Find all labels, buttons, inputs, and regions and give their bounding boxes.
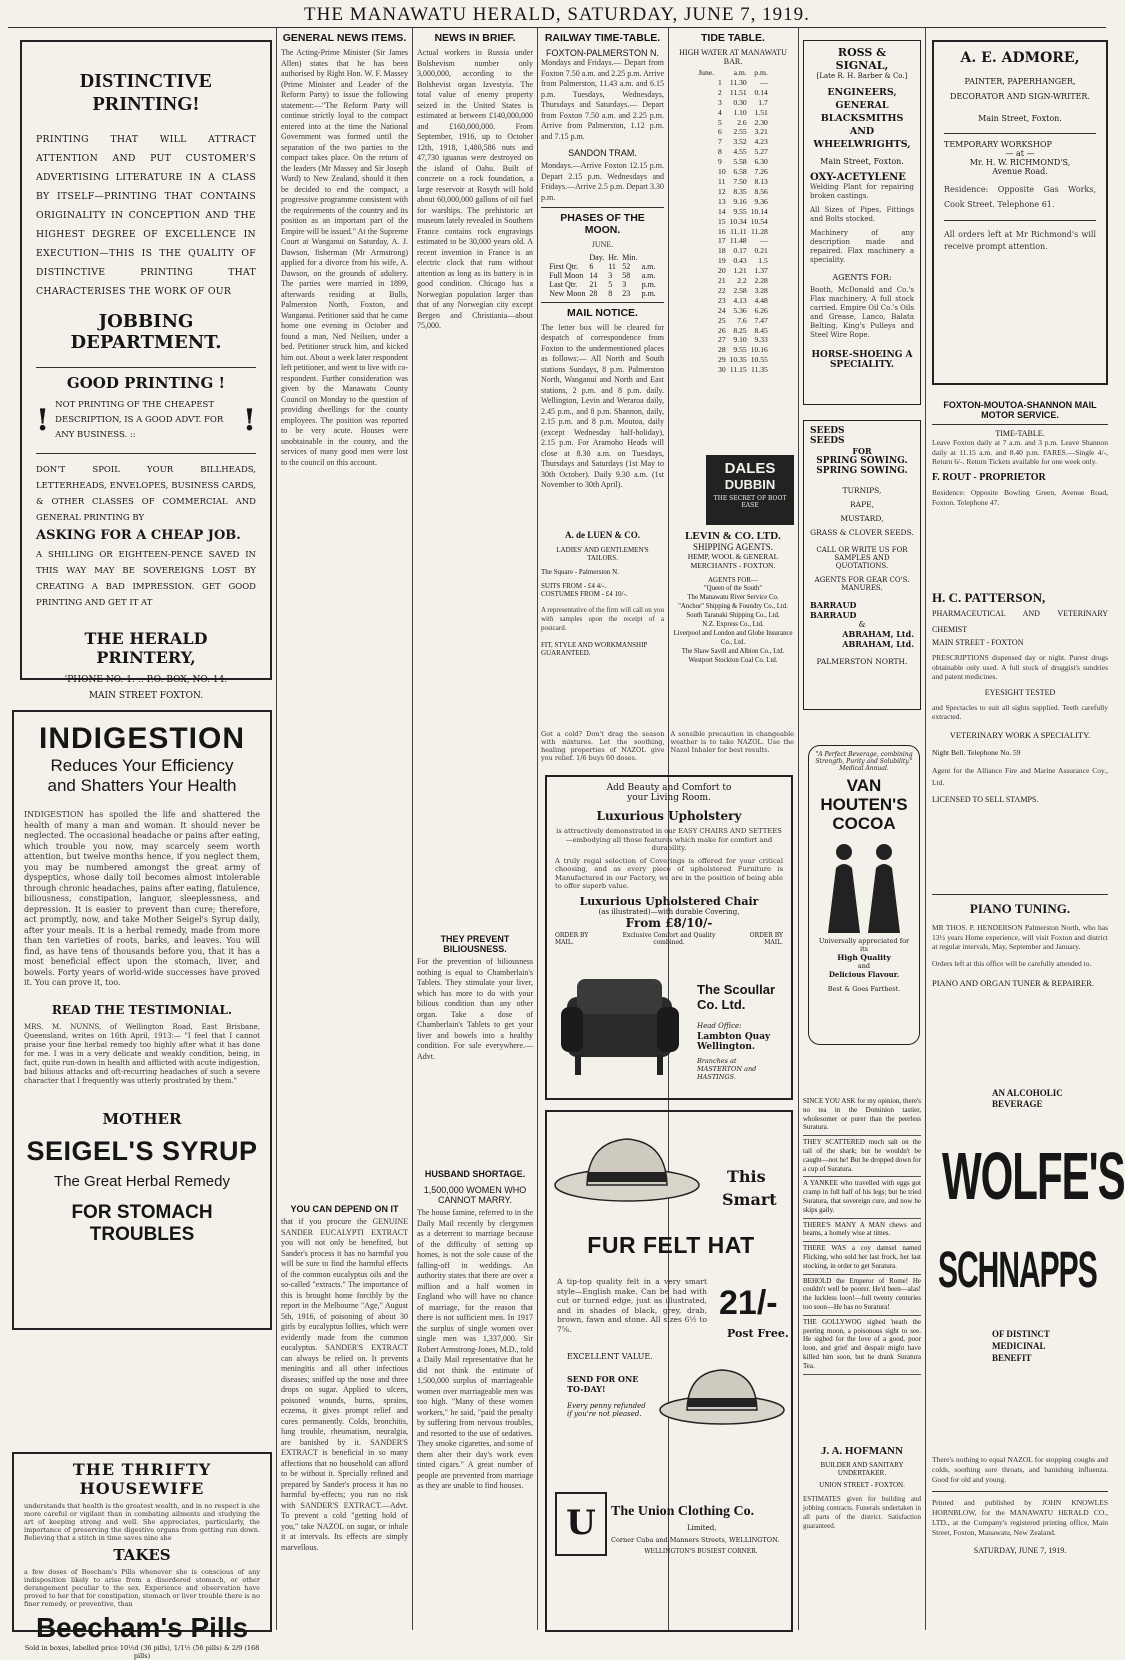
armchair-illustration [557,967,687,1087]
tide-column [672,30,794,470]
barraud-seed: MUSTARD, [840,514,884,523]
tide-row: 27 9.10 9.33 [718,335,768,345]
barraud-call: CALL OR WRITE US FOR SAMPLES AND QUOTATIONS. [816,546,908,570]
levin-agency: The Shaw Savill and Albion Co., Ltd. [681,648,785,655]
moon-title: PHASES OF THE MOON. [560,212,645,236]
suratura-item: THEY SCATTERED much salt on the tail of the shark; but he wouldn't be caught—not he! But he dropped down for a cup of Suratura. [803,1136,921,1177]
railway-body: Mondays and Fridays.— Depart from Foxton 7.50 a.m. and 2.25 p.m. Arrive from Palmerston, 11.43 a.m. and 6.15 p.m. Tuesdays, Wednesdays, Thursdays and Saturdays.— Depart from Foxton 7.50 a.m. and 2.25 p.m. Arrive from Palmerston, 1.12 p.m. and 7.15 p.m. [541,58,664,141]
barraud-town: PALMERSTON NORTH. [816,657,908,666]
hat-free: Post Free. [727,1327,789,1340]
hofmann-sub: BUILDER AND SANITARY UNDERTAKER. [820,1461,904,1477]
suratura-column [803,1095,921,1435]
printing-street: MAIN STREET FOXTON. [88,691,204,701]
nazol-right: A sensible precaution in changeable weather is to take NAZOL. Use the Nazol Inhaler for best results. [670,730,794,754]
general-news-title: GENERAL NEWS ITEMS. [282,32,407,44]
tide-row: 11 7.50 8.13 [718,176,768,186]
levin-agency: "Queen of the South" [703,585,763,592]
deluen-body: A representative of the firm will call on you with samples upon the receipt of a postcard. [541,606,664,632]
nazol-left: Got a cold? Don't drag the season with mixtures. Let the soothing, healing properties of NAZOL give you relief. 1/6 buys 60 doses. [541,730,665,762]
piano-body: MR THOS. P. HENDERSON Palmerston North, who has 13½ years Home experience, will visit Foxton and district at regular intervals, May, September and January. [932,923,1108,951]
vanhouten-name: VAN HOUTEN'S [820,776,908,814]
union-addr: Corner Cuba and Manners Streets, WELLINGTON. [611,1536,780,1544]
sandon-tram-body: Mondays.—Arrive Foxton 12.15 p.m. Depart 2.15 p.m. Wednesdays and Fridays.—Arrive 2.5 p.m. Depart 3.30 p.m. [541,161,664,202]
patterson-street: MAIN STREET - FOXTON [932,638,1024,647]
barraud-seed: GRASS & CLOVER SEEDS. [810,528,914,537]
tide-row: 15 10.34 10.54 [718,216,768,226]
indigestion-body: INDIGESTION has spoiled the life and shattered the health of many a man and woman. It should never be neglected. The occasional headache or pains after eating, which trouble you now, may scarcely seem worth attention, but twelve months hence, if you neglect them, you may be numbered amongst the great army of dyspeptics, whose daily toil becomes almost intolerable through chronic headaches, pains after eating, flatulence, biliousness, constipation, languor, sleeplessness, and depression. It is easier to prevent than cure; therefore, act promptly, now, and take Mother Seigel's Syrup daily, after your meals. It is a herbal remedy, made from more than ten varieties of roots, barks, and leaves. You will find, as have tens of thousands before you, that it has a most beneficial effect upon the stomach, liver, and bowels. Forty years of world-wide successes have proved it. You can prove it, too. [24,810,260,987]
ross-trades: ENGINEERS, GENERAL BLACKSMITHS AND WHEELWRIGHTS, [813,87,911,150]
suratura-item: THERE'S MANY A MAN chews and beams, a homely wise at times. [803,1219,921,1243]
vanhouten-figures-illustration [814,838,914,933]
tide-row: 23 4.13 4.48 [718,295,768,305]
tide-month: June. [698,68,715,77]
ross-sub: [Late R. H. Barber & Co.] [816,72,908,80]
union-corner: WELLINGTON'S BUSIEST CORNER. [644,1548,758,1555]
admore-sub: PAINTER, PAPERHANGER, DECORATOR AND SIGN-WRITER. [950,77,1090,101]
barraud-name: BARRAUD [810,600,857,610]
beecham-title: THE THRIFTY HOUSEWIFE [72,1460,212,1498]
patterson-sub: PHARMACEUTICAL AND VETERINARY CHEMIST [932,609,1108,634]
levin-agency: South Taranaki Shipping Co., Ltd. [686,612,780,619]
wolfe-name: WOLFE'S [942,1138,1125,1214]
deluen-name: A. de LUEN & CO. [564,530,640,540]
printing-shilling: A SHILLING OR EIGHTEEN-PENCE SAVED IN THIS WAY MAY BE SOVEREIGNS LOST BY CREATING A BAD IMPRESSION. GET GOOD PRINTING AND GET IT AT [36,550,256,608]
patterson-eye: EYESIGHT TESTED [984,687,1056,697]
barraud-abr2: ABRAHAM, Ltd. [842,639,914,649]
hofmann-addr: UNION STREET - FOXTON. [819,1481,905,1489]
suratura-item: THE GOLLYWOG sighed 'neath the peering moon, a poisonous sight to see. He sighed for the love of a good, poor loon, and grief and despair might have killed him soon, but he drank Suratura Tea. [803,1316,921,1375]
barraud-seed: RAPE, [850,500,874,509]
seigels-name: SEIGEL'S SYRUP [26,1135,258,1166]
hofmann-ad [803,1445,921,1635]
vanhouten-flav: Delicious Flavour. [828,970,900,979]
testimonial-title: READ THE TESTIMONIAL. [51,1002,233,1017]
suratura-item: BEHOLD the Emperor of Rome! He couldn't well be poorer. He'd been—alas! the luckless loon!—full twenty centuries too soon—He has no Suratura! [803,1275,921,1316]
barraud-for: FOR [852,446,872,456]
hat-price: 21/- [719,1284,778,1322]
scoullar-quay: Lambton Quay Wellington. [697,1032,771,1052]
hat-excellent: EXCELLENT VALUE. [567,1352,653,1361]
dales-body: THE SECRET OF BOOT EASE [713,495,787,509]
beecham-pills: Beecham's Pills [35,1612,249,1643]
mail-title: MAIL NOTICE. [567,306,638,319]
news-brief-column [417,30,533,1630]
divider [541,302,664,303]
admore-name: A. E. ADMORE, [960,50,1080,66]
testimonial-body: MRS. M. NUNNS, of Wellington Road, East Brisbane, Queensland, writes on 16th April, 1913:— "I feel that I cannot praise your fine herbal remedy too highly after what it has done for me. I was in a very delicate and weakly condition, being, in fact, quite run-down in health and afflicted with acute indigestion, bad bilious attacks and oft-recurring headaches of such a severe character that I frequently was utterly prostrated by them." [24,1022,260,1085]
scoullar-ad [545,775,793,1100]
levin-agency: The Manawatu River Service Co. [687,594,779,601]
moon-row: First Qtr. 6 11 52 a.m. [549,261,656,271]
moon-month: JUNE. [591,240,614,249]
admore-orders: All orders left at Mr Richmond's will receive prompt attention. [944,230,1096,251]
motor-prop: F. ROUT - PROPRIETOR [932,471,1046,483]
moon-row: Last Qtr. 21 5 3 p.m. [549,279,656,289]
moon-table [547,253,658,298]
tide-row: 1 11.30 — [718,77,768,87]
patterson-eye-body: and Spectacles to suit all sights supplied. Teeth carefully extracted. [932,702,1108,721]
levin-agency: Liverpool and London and Globe Insurance Co., Ltd. [673,630,793,646]
barraud-amp: & [858,620,866,629]
tide-row: 30 11.15 11.35 [718,365,768,375]
beecham-body: understands that health is the greatest wealth, and in no respect is she more careful or vigilant than in combating ailments and studying the art of keeping strong and well. She appreciates, particularly, the importance of preserving the digestive organs from getting run down. Believing that a stitch in time saves nine she [24,1502,260,1542]
seigels-mother: MOTHER [102,1109,182,1128]
ross-oxy-body: Welding Plant for repairing broken castings. [810,183,914,200]
wolfe-ad [932,1068,1125,1448]
tide-row: 5 2.6 2.30 [718,117,768,127]
patterson-body: PRESCRIPTIONS dispensed day or night. Purest drugs obtainable only used. A full stock of druggist's sundries and patent medicines. [932,653,1108,681]
hat-send: SEND FOR ONE TO-DAY! [567,1374,639,1394]
union-co: The Union Clothing Co. [611,1504,755,1519]
suratura-item: A YANKEE who travelled with eggs got cramp in full half of his legs; but he tried Suratura, that sovereign cure, and now he skips gaily. [803,1177,921,1218]
barraud-seed: TURNIPS, [842,486,882,495]
hofmann-name: J. A. HOFMANN [821,1445,903,1457]
wolfe-schnapps: SCHNAPPS [938,1243,1097,1300]
scoullar-l1: Add Beauty and Comfort to [606,783,732,793]
scoullar-order: ORDER BY MAIL. [555,931,589,946]
tide-row: 2 11.51 0.14 [718,87,768,97]
dales-ad [706,455,794,525]
patterson-agent: Agent for the Alliance Fire and Marine Assurance Coy., Ltd. [932,765,1108,787]
ross-pipes: All Sizes of Pipes, Fittings and Bolts stocked. [810,206,914,223]
deluen-suits: SUITS FROM - £4 4/-. [541,582,607,590]
admore-temp: TEMPORARY WORKSHOP [944,140,1052,149]
barraud-agents: AGENTS FOR GEAR CO'S. MANURES. [814,576,910,592]
hat-this: This [727,1167,766,1186]
tide-row: 19 0.43 1.5 [718,256,768,266]
printing-dept: JOBBING DEPARTMENT. [70,311,222,353]
indigestion-title: INDIGESTION [38,722,245,755]
divider [36,453,256,454]
news-brief-title: NEWS IN BRIEF. [434,32,516,44]
ross-ad [803,40,921,405]
scoullar-l2: your Living Room. [627,793,711,803]
wolfe-of: OF DISTINCT MEDICINAL BENEFIT [992,1329,1050,1363]
levin-agency: Westport Stockton Coal Co. Ltd. [688,657,778,664]
tide-title: TIDE TABLE. [701,32,765,44]
dales-name: DUBBIN [724,477,776,492]
hat-illustration [552,1127,702,1207]
divider [944,133,1096,134]
divider [932,894,1108,895]
railway-title: RAILWAY TIME-TABLE. [544,32,661,44]
hat-body: A tip-top quality felt in a very smart style—English make. Can be had with cut or turned edge, just as illustrated, and in shades of black, grey, drab, brown, fawn and stone. All sizes 6½ to 7⅝. [557,1277,707,1334]
column-rule [276,28,277,1630]
tide-row: 9 5.58 6.30 [718,157,768,167]
union-logo-icon: U [555,1492,607,1556]
suratura-item: THERE WAS a coy damsel named Flicking, who sold her last frock, her last stocking, in order to get Suratura. [803,1242,921,1274]
ross-horse: HORSE-SHOEING A SPECIALITY. [811,350,913,370]
mail-body: The letter box will be cleared for despatch of correspondence from Foxton to the undermentioned places as follows:— All North and South stations Sundays, 8 p.m. Palmerston North, Wanganui and North and East stations, 2 p.m. and 8 p.m. daily. Wellington, Levin and Weraroa daily, 2.45 p.m., and 8 p.m. Shannon, daily, 2.15 p.m. and 8 p.m. Moutoa, daily (except Wednesday half-holiday), 2.15 p.m. For Aramoho Heads will close at 8.30 a.m. on Tuesdays, Thursdays and Saturdays (1st May to 30th October). Daily 9.30 a.m. (1st November to 30th April). [541,322,664,489]
barraud-list [810,484,914,540]
barraud-spring: SPRING SOWING. [816,456,908,466]
news-brief-body: Actual workers in Russia under Bolshevism number only 3,000,000, according to the Bolshevist organ Izvestyia. The total value of enemy property seized in the United States is estimated at between £140,000,000 and £160,000,000. From September, 1916, up to October 12th, 1918, 1,480,586 nuts and 47,730 iguanas were destroyed on the island of Oahu. Built of concrete on a rock foundation, a large reservoir at Rosyth will hold about 60,000,000 gallons of oil fuel for warships. The prehistoric art museum lately revealed in Southern France contains rock engravings estimated to be 30,000 years old. A recent invention in France is an electric clock that runs without attention as long as its battery is in good condition. Chicago has a Norwegian population larger than that of any Norwegian city except Bergen and Christiania—about 75,000. [417,48,533,330]
barraud-spring2: SPRING SOWING. [816,466,908,476]
footer-date: SATURDAY, JUNE 7, 1919. [973,1546,1067,1555]
tide-row: 13 9.16 9.36 [718,196,768,206]
news-brief-body2: For the prevention of biliousness nothing is equal to Chamberlain's Tablets. They stimulate your liver, which has more to do with your bilious condition than any other organ. Take a dose of Chamberlain's Tablets to get your liver and bowels into a healthy condition. For sale everywhere.—Advt. [417,957,533,1061]
scoullar-office: Head Office: [697,1022,742,1030]
moon-row: Full Moon 14 3 58 a.m. [549,270,656,280]
railway-sub: FOXTON-PALMERSTON N. [545,48,659,58]
levin-agency: "Anchor" Shipping & Foundry Co., Ltd. [678,603,788,610]
tide-row: 24 5.36 6.26 [718,305,768,315]
printing-ad [20,40,272,701]
tide-row: 25 7.6 7.47 [718,315,768,325]
deluen-costumes: COSTUMES FROM - £4 10/-. [541,590,628,598]
scoullar-price: From £8/10/- [625,915,713,930]
piano-orders: Orders left at this office will be carefully attended to. [932,958,1092,968]
levin-sub: SHIPPING AGENTS. [692,542,773,552]
footer-printed: Printed and published by JOHN KNOWLES HORNBLOW, for the MANAWATU HERALD CO., LTD., at the Company's registered printing office, Main Street, Foxton, Manawatu, New Zealand. [932,1498,1108,1537]
hat-smart: Smart [722,1190,777,1209]
printing-body: PRINTING THAT WILL ATTRACT ATTENTION AND PUT CUSTOMER'S ADVERTISING LITERATURE IN A CLASS BY ITSELF—PRINTING THAT CONTAINS ORIGINALITY IN CONCEPTION AND THE HIGHEST DEGREE OF EXCELLENCE IN EXECUTION—THIS IS THE QUALITY OF DISTINCTIVE PRINTING THAT CHARACTERISES THE WORK OF OUR [36,134,256,297]
divider [932,424,1108,425]
ross-agents: AGENTS FOR: [832,273,892,282]
ross-street: Main Street, Foxton. [820,157,904,166]
tide-row: 6 2.55 3.21 [718,127,768,137]
barraud-seeds: SEEDS [810,426,845,436]
indigestion-line2: and Shatters Your Health [47,776,237,795]
scoullar-order: ORDER BY MAIL. [749,931,783,946]
indigestion-ad [12,710,272,1330]
tide-sub: HIGH WATER AT MANAWATU BAR. [679,48,787,66]
news-brief-sub2: THEY PREVENT BILIOUSNESS. [440,934,510,954]
tide-row: 12 8.35 8.56 [718,186,768,196]
sandon-tram-title: SANDON TRAM. [568,148,637,158]
moon-head: Hr. [608,252,619,262]
tide-row: 29 10.35 10.55 [718,355,768,365]
divider [36,367,256,368]
moon-head: Day. [589,252,605,262]
hofmann-body: ESTIMATES given for building and jobbing contracts. Funerals undertaken in all parts of the district. Satisfaction guaranteed. [803,1495,921,1530]
hat-illustration-small [657,1362,787,1432]
ross-list: Booth, McDonald and Co.'s Flax machinery. A full stock carried. Empire Oil Co.'s Oils and Grease, Lanco, Balata Belting, King's Pulleys and Steel Wire Rope. [810,286,914,339]
tide-row: 16 11.11 11.28 [718,226,768,236]
column-rule [925,28,926,1630]
hat-name: FUR FELT HAT [587,1232,755,1258]
levin-name: LEVIN & CO. LTD. [685,530,781,542]
news-brief-sub3b: 1,500,000 WOMEN WHO CANNOT MARRY. [423,1185,527,1205]
dales-top: DALES [724,460,776,477]
tide-row: 17 11.48 — [718,236,768,246]
tide-row: 8 4.55 5.27 [718,147,768,157]
tide-head [716,68,728,78]
news-brief-sub3: HUSBAND SHORTAGE. [424,1169,526,1179]
seigels-stomach: FOR STOMACH TROUBLES [71,1201,213,1245]
masthead: THE MANAWATU HERALD, SATURDAY, JUNE 7, 1919. [304,4,810,25]
admore-ad [932,40,1108,385]
wolfe-an: AN ALCOHOLIC BEVERAGE [992,1088,1063,1109]
barraud-abr: ABRAHAM, Ltd. [842,629,914,639]
divider [944,220,1096,221]
printing-good-body: NOT PRINTING OF THE CHEAPEST DESCRIPTION, IS A GOOD ADVT. FOR ANY BUSINESS. :: [55,400,224,440]
printing-title: DISTINCTIVE PRINTING! [79,70,213,115]
vanhouten-best: Best & Goes Farthest. [827,985,901,993]
railway-column [541,30,664,610]
admore-res: Residence: Opposite Gas Works, Cook Street. Telephone 61. [944,185,1096,209]
tide-row: 3 0.30 1.7 [718,97,768,107]
general-news-sub2: YOU CAN DEPEND ON IT [290,1204,399,1214]
tide-row: 10 6.58 7.26 [718,167,768,177]
suratura-list [803,1095,921,1375]
printing-herald: THE HERALD PRINTERY, [84,629,208,667]
printing-good: GOOD PRINTING ! [66,374,226,392]
scoullar-body: is attractively demonstrated in our EASY CHAIRS AND SETTEES—embodying all those features which make for comfort and durability. [556,827,782,852]
barraud-ad [803,420,921,710]
beecham-takes: TAKES [113,1546,171,1564]
admore-street: Main Street, Foxton. [978,114,1062,123]
union-ltd: Limited, [687,1524,717,1532]
admore-avenue: Avenue Road. [992,167,1048,176]
levin-list [672,584,794,665]
exclamation-icon: ! [36,403,50,438]
levin-ad [672,530,794,720]
hat-refund: Every penny refunded if you're not pleased. [567,1402,646,1418]
vanhouten-cocoa: COCOA [832,814,896,833]
scoullar-branches: Branches at MASTERTON and HASTINGS. [697,1057,757,1081]
scoullar-body2: A truly regal selection of Coverings is offered for your critical choosing, and as every piece of upholstered Furniture is Manufactured in our Factory, we are in the position of being able to offer superb value. [555,856,783,890]
tide-row: 20 1.21 1.37 [718,266,768,276]
scoullar-title: Luxurious Upholstery [596,809,742,823]
beecham-ad [12,1452,272,1660]
barraud-seeds2: SEEDS [810,436,845,446]
vanhouten-and: and [857,962,871,970]
nazol-strip [541,730,794,766]
levin-agency: N.Z. Express Co., Ltd. [702,621,764,628]
barraud-name2: BARRAUD [810,610,857,620]
scoullar-excl: Exclusive Comfort and Quality combined. [622,931,716,946]
patterson-ad [932,590,1108,880]
tide-row: 18 0.17 0.21 [718,246,768,256]
column-rule [798,28,799,1630]
general-news-column [281,30,408,1630]
tide-row: 14 9.55 10.14 [718,206,768,216]
deluen-addr: The Square - Palmerston N. [541,568,619,576]
motor-tt: TIME-TABLE. [995,429,1045,438]
printing-asking: ASKING FOR A CHEAP JOB. [36,528,241,543]
hat-ad [545,1110,793,1632]
moon-row: New Moon 28 8 23 p.m. [549,288,656,298]
motor-res: Residence: Opposite Bowling Green, Avenue Road, Foxton. Telephone 47. [932,487,1108,507]
piano-tuner: PIANO AND ORGAN TUNER & REPAIRER. [932,977,1094,988]
patterson-name: H. C. PATTERSON, [932,590,1046,605]
vanhouten-tag: Universally appreciated for its [818,937,910,953]
moon-head: Min. [622,252,638,262]
deluen-sub: LADIES' AND GENTLEMEN'S TAILORS. [556,546,649,562]
deluen-fit: FIT, STYLE AND WORKMANSHIP GUARANTEED. [541,641,648,657]
tide-row: 4 1.10 1.51 [718,107,768,117]
column-rule [412,28,413,1630]
vanhouten-high: High Quality [837,953,891,962]
deluen-ad [541,530,664,720]
vanhouten-quote: "A Perfect Beverage, combining Strength, Purity and Solubility." [815,751,913,765]
scoullar-co: The Scoullar Co. Ltd. [697,982,776,1012]
news-brief-body3: The house famine, referred to in the Daily Mail recently by clergymen as a deterrent to marriage because of the difficulty of setting up homes, is not the sole cause of the falling-off in weddings. An authority states that there are over a million and a half women in England who will have no chance of marriage, for the reason that there is not sufficient men. In 1917 the surplus of single women over single men was 1,337,000. Sir Robert Armstrong-Jones, M.D., told a Daily Mail representative that he did not think the estimate of 1,500,000 surplus of marriageable women over marriageable men was too high. "Many of these women workers," he said, "paid the penalty by suffering from nervous troubles, and resorted to the use of sedatives. They smoke cigarettes, and some of them alter their day's work even tinted cigars." A great number of people are prevented from marriage as they are unable to find houses. [417,1208,533,1490]
masthead-rule [8,27,1106,28]
footer-nazol: There's nothing to equal NAZOL for stopping coughs and colds, soothing sore throats, and banishing influenza. Good for old and young. [932,1455,1108,1484]
piano-ad [932,890,1108,1055]
general-news-body2: that if you procure the GENUINE SANDER EUCALYPTI EXTRACT you will not only be benefited, but Sander's process it has no harmful you will be sure to find the harmful effects of the common eucalyptus oils and the so-called "extracts." The importance of this is brought home forcibly by the report in the Melbourne "Age," August 5th, 1916, of poisoning of about 30 girls by eucalyptus lollies, which were evidently made from the common eucalyptus. SANDER'S EXTRACT can always be relied on. It prevents meningitis and all other infectious diseases; sniffed up the nose and three drops on sugar. Applied to ulcers, poisoned wounds, burns, sprains, eczema, it gives prompt relief and cures permanently. Colds, bronchitis, lung trouble, rheumatism, neuralgia, are banished by it. SANDER'S EXTRACT is beneficial in so many affections that no household can afford to be without it. Specially refined and prepared by Sander's process it has no harmful by-effects; you run no risk with SANDER'S EXTRACT.—Advt. To prevent a cold "getting hold of you," take NAZOL on sugar, or inhale it at intervals. Its effects are simply marvellous. [281,1217,408,1552]
patterson-vet: VETERINARY WORK A SPECIALITY. [949,729,1091,740]
general-news-body: The Acting-Prime Minister (Sir James Allen) states that he has been authorised by Right Hon. W. F. Massey (Prime Minister and Leader of the Reform Party) to issue the following statement:—"The Reform Party will continue strictly loyal to the compact entered into at the time the National Government was formed until the separation of the two parties to the compact takes place. On the return of the leaders (Mr Massey and Sir Joseph Ward) to New Zealand, should it then be decided to end the compact, a progressive programme consistent with the requirements of the country and its position as an important part of the Empire will be issued." At the Supreme Court at Wanganui on Saturday, A. J. Dawson, fisherman (Mr Armstrong) applied for a divorce from his wife, A. Dawson, on the grounds of adultery. The parties were married in 1899, afterwards residing at Bulls, Palmerston North, Foxton, and Wanganui. Petitioner said that he came home one evening in October and found a man, Ned Neilsen, under a bed. Petitioner struck him, and kicked him out. About a week later respondent left petitioner, and went to live with co-respondent. Further consideration was given by the Manawatu County Council on Monday to the question of providing dwellings for the county employees. The position was reported to be very acute. Houses were unobtainable in the county, and the services of many good men were lost to the council on this account. [281,48,408,467]
footer-block [932,1455,1108,1630]
tide-row: 26 8.25 8.45 [718,325,768,335]
levin-agents: AGENTS FOR— [708,576,758,584]
printing-spoil: DON'T SPOIL YOUR BILLHEADS, LETTERHEADS, ENVELOPES, BUSINESS CARDS, & OTHER CLASSES OF COMMERCIAL AND GENERAL PRINTING BY [36,465,256,523]
vanhouten-ad [808,745,920,1045]
scoullar-chair2: (as illustrated)—with durable Covering, [598,907,740,916]
beecham-sold: Sold in boxes, labelled price 10½d (36 pills), 1/1½ (56 pills) & 2/9 (168 pills) [24,1644,260,1660]
beecham-body2: a few doses of Beecham's Pills whenever she is conscious of any indisposition likely to arise from a disordered stomach, or other derangement peculiar to the sex. Experience and observation have proved to her that for constipation, stomach or liver trouble there is no finer remedy, or preventive, than [24,1568,260,1608]
printing-phone: 'PHONE NO. 1. :: P.O. BOX, NO. 14. [64,675,228,685]
moon-head [547,253,587,262]
column-rule [537,28,538,1630]
tide-row: 28 9.55 10.16 [718,345,768,355]
ross-mach: Machinery of any description made and repaired. Flax machinery a speciality. [810,229,914,264]
divider [932,1491,1108,1492]
tide-row: 7 3.52 4.23 [718,137,768,147]
admore-at: — at — [1005,149,1035,158]
tide-head: a.m. [733,68,747,77]
patterson-night: Night Bell. Telephone No. 59 [932,747,1021,757]
suratura-item: SINCE YOU ASK for my opinion, there's no tea in the Dominion tastier, wholesomer or purer than the peerless Suratura. [803,1095,921,1136]
tide-row: 21 2.2 2.28 [718,276,768,286]
motor-body: Leave Foxton daily at 7 a.m. and 3 p.m. Leave Shannon daily at 11.15 a.m. and 8.40 p.m. FARES.—Single 4/-, Return 6/-. Return Tickets available for one week only. [932,438,1108,466]
patterson-licensed: LICENSED TO SELL STAMPS. [932,794,1039,804]
tide-row: 22 2.58 3.28 [718,285,768,295]
tide-head: p.m. [754,68,768,77]
ross-name: ROSS & SIGNAL, [835,46,889,72]
divider [541,207,664,208]
vanhouten-source: Medical Annual. [839,765,889,772]
scoullar-chair: Luxurious Upholstered Chair [579,894,759,908]
exclamation-icon: ! [242,403,256,438]
indigestion-line1: Reduces Your Efficiency [50,756,234,775]
tide-table [696,68,770,375]
ross-oxy: OXY-ACETYLENE [810,172,906,183]
seigels-remedy: The Great Herbal Remedy [54,1172,230,1190]
motor-title: FOXTON-MOUTOA-SHANNON MAIL MOTOR SERVICE. [943,400,1097,420]
motor-ad [932,400,1108,580]
admore-mr: Mr. H. W. RICHMOND'S, [969,158,1071,167]
levin-sub2: HEMP, WOOL & GENERAL MERCHANTS - FOXTON. [687,552,779,570]
piano-title: PIANO TUNING. [969,901,1071,916]
